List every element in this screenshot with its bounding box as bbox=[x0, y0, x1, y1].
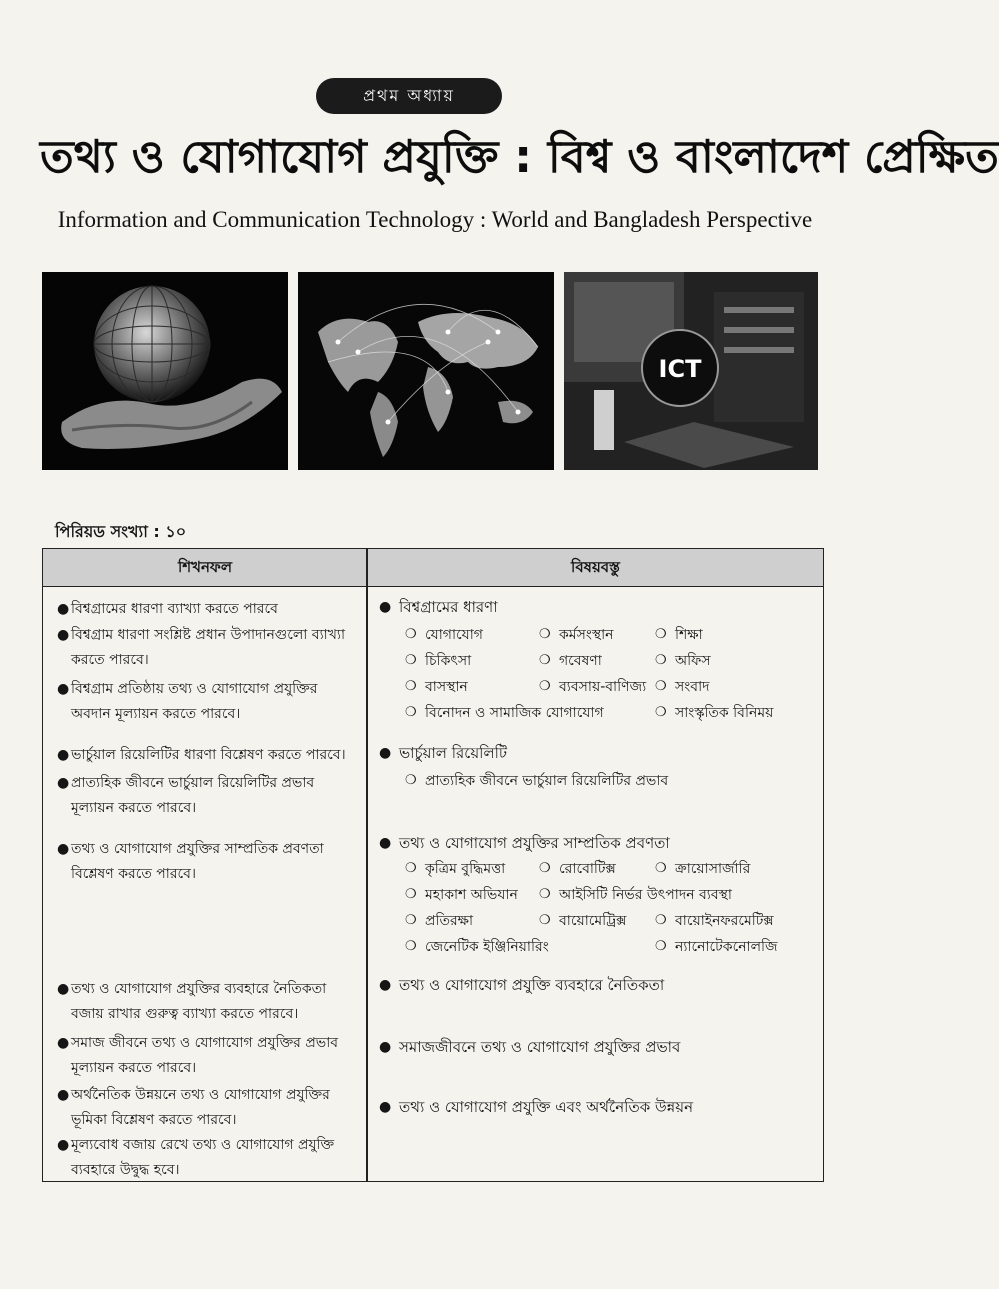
subtopic: ❍ রোবোটিক্স bbox=[539, 861, 616, 877]
chapter-title-bangla: তথ্য ও যোগাযোগ প্রযুক্তি : বিশ্ব ও বাংলাদেশ প্রেক্ষিত bbox=[40, 130, 999, 183]
period-count: পিরিয়ড সংখ্যা : ১০ bbox=[55, 522, 187, 541]
learning-outcome: ● বিশ্বগ্রাম ধারণা সংশ্লিষ্ট প্রধান উপাদানগুলো ব্যাখ্যা করতে পারবে। bbox=[57, 627, 346, 668]
subtopic: ❍ বায়োইনফরমেটিক্স bbox=[655, 913, 774, 929]
subtopic: ❍ আইসিটি নির্ভর উৎপাদন ব্যবস্থা bbox=[539, 887, 732, 903]
subtopic: ❍ কৃত্রিম বুদ্ধিমত্তা bbox=[405, 861, 506, 877]
subtopic: ❍ যোগাযোগ bbox=[405, 627, 483, 643]
subtopic: ❍ বাসস্থান bbox=[405, 679, 468, 695]
subtopic: ❍ চিকিৎসা bbox=[405, 653, 472, 669]
learning-outcome: ● তথ্য ও যোগাযোগ প্রযুক্তির ব্যবহারে নৈতিকতা বজায় রাখার গুরুত্ব ব্যাখ্যা করতে পারবে। bbox=[57, 981, 327, 1022]
subtopic: ❍ জেনেটিক ইঞ্জিনিয়ারিং bbox=[405, 939, 549, 955]
topic-ethics: ● তথ্য ও যোগাযোগ প্রযুক্তি ব্যবহারে নৈতিকতা bbox=[379, 976, 665, 994]
header-content: বিষয়বস্তু bbox=[571, 558, 620, 576]
subtopic: ❍ সাংস্কৃতিক বিনিময় bbox=[655, 705, 774, 721]
curriculum-table bbox=[42, 548, 824, 1182]
column-divider bbox=[366, 549, 368, 1181]
topic-virtual-reality: ● ভার্চুয়াল রিয়েলিটি bbox=[379, 744, 508, 762]
subtopic: ❍ ন্যানোটেকনোলজি bbox=[655, 939, 778, 955]
subtopic: ❍ গবেষণা bbox=[539, 653, 602, 669]
globe-in-hand-image bbox=[42, 272, 288, 470]
topic-society: ● সমাজজীবনে তথ্য ও যোগাযোগ প্রযুক্তির প্রভাব bbox=[379, 1038, 681, 1056]
chapter-label: প্রথম অধ্যায় bbox=[316, 78, 502, 114]
learning-outcome: ● প্রাত্যহিক জীবনে ভার্চুয়াল রিয়েলিটির প্রভাব মূল্যায়ন করতে পারবে। bbox=[57, 775, 315, 816]
subtopic: ❍ শিক্ষা bbox=[655, 627, 703, 643]
learning-outcome: ● ভার্চুয়াল রিয়েলিটির ধারণা বিশ্লেষণ করতে পারবে। bbox=[57, 747, 346, 763]
ict-devices-image bbox=[564, 272, 818, 470]
table-header bbox=[43, 549, 823, 587]
subtopic: ❍ প্রাত্যহিক জীবনে ভার্চুয়াল রিয়েলিটির প্রভাব bbox=[405, 773, 669, 789]
learning-outcome: ● তথ্য ও যোগাযোগ প্রযুক্তির সাম্প্রতিক প্রবণতা বিশ্লেষণ করতে পারবে। bbox=[57, 841, 324, 882]
subtopic: ❍ ক্রায়োসার্জারি bbox=[655, 861, 751, 877]
learning-outcome: ● অর্থনৈতিক উন্নয়নে তথ্য ও যোগাযোগ প্রযুক্তির ভূমিকা বিশ্লেষণ করতে পারবে। bbox=[57, 1087, 330, 1128]
ict-label: ICT bbox=[658, 355, 702, 383]
learning-outcome: ● বিশ্বগ্রামের ধারণা ব্যাখ্যা করতে পারবে bbox=[57, 601, 278, 617]
learning-outcome: ● বিশ্বগ্রাম প্রতিষ্ঠায় তথ্য ও যোগাযোগ প্রযুক্তির অবদান মূল্যায়ন করতে পারবে। bbox=[57, 681, 318, 722]
topic-global-village: ● বিশ্বগ্রামের ধারণা bbox=[379, 598, 498, 616]
subtopic: ❍ কর্মসংস্থান bbox=[539, 627, 614, 643]
learning-outcome: ● সমাজ জীবনে তথ্য ও যোগাযোগ প্রযুক্তির প্রভাব মূল্যায়ন করতে পারবে। bbox=[57, 1035, 339, 1076]
chapter-title-english: Information and Communication Technology : World and Bangladesh Perspective bbox=[57, 207, 813, 232]
topic-economy: ● তথ্য ও যোগাযোগ প্রযুক্তি এবং অর্থনৈতিক উন্নয়ন bbox=[379, 1098, 694, 1116]
learning-outcome: ● মূল্যবোধ বজায় রেখে তথ্য ও যোগাযোগ প্রযুক্তি ব্যবহারে উদ্বুদ্ধ হবে। bbox=[57, 1137, 335, 1178]
topic-recent-trends: ● তথ্য ও যোগাযোগ প্রযুক্তির সাম্প্রতিক প্রবণতা bbox=[379, 834, 670, 852]
subtopic: ❍ ব্যবসায়-বাণিজ্য bbox=[539, 679, 647, 695]
subtopic: ❍ প্রতিরক্ষা bbox=[405, 913, 474, 929]
subtopic: ❍ বায়োমেট্রিক্স bbox=[539, 913, 627, 929]
world-network-map-image bbox=[298, 272, 554, 470]
header-learning-outcomes: শিখনফল bbox=[177, 558, 233, 576]
subtopic: ❍ মহাকাশ অভিযান bbox=[405, 887, 518, 903]
subtopic: ❍ সংবাদ bbox=[655, 679, 710, 695]
subtopic: ❍ বিনোদন ও সামাজিক যোগাযোগ bbox=[405, 705, 604, 721]
subtopic: ❍ অফিস bbox=[655, 653, 711, 669]
